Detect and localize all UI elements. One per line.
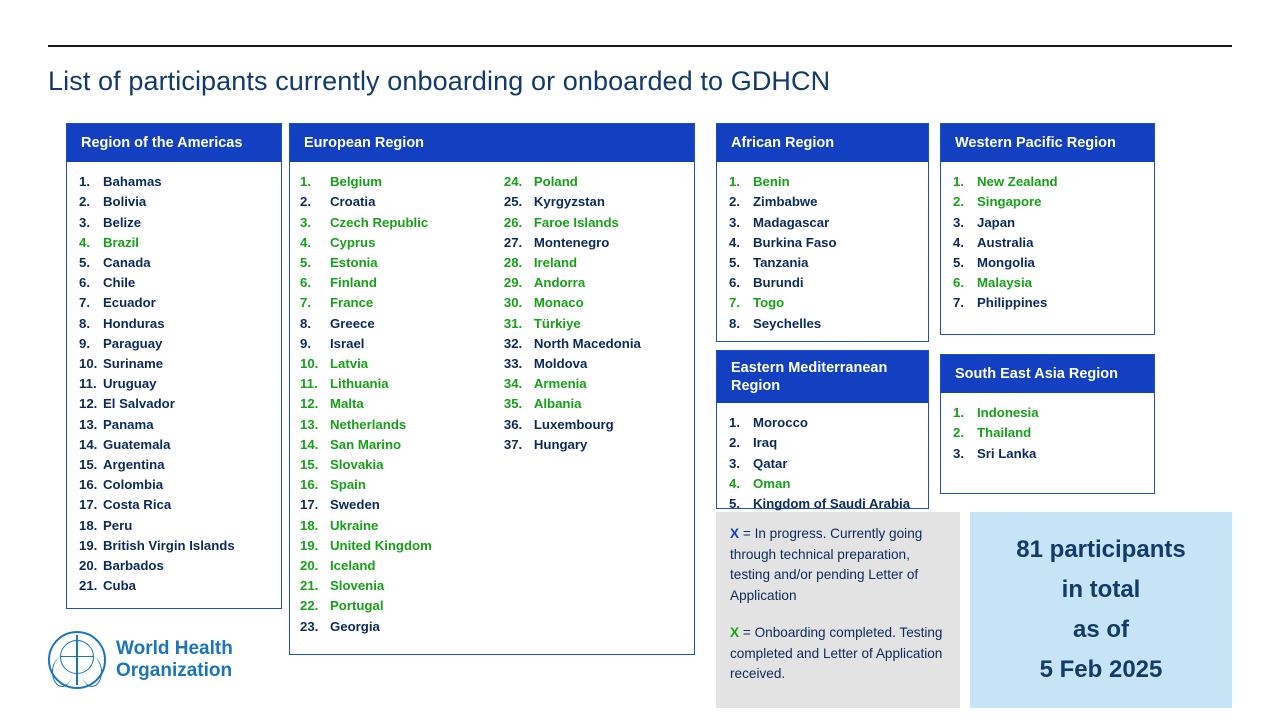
list-item [79,394,269,414]
card-body-south-east-asia [941,393,1154,476]
list-item [79,253,269,273]
list-item-label: Croatia [330,194,376,210]
list-item-number: 24. [503,174,523,190]
list-item [300,334,504,354]
list-item-label: Belgium [330,174,383,190]
list-item-number: 21. [79,578,98,594]
list-item-label: Portugal [330,598,384,614]
legend-marker-in-progress: X [730,526,740,541]
list-item-label: Israel [330,335,365,351]
list-item [504,192,682,212]
list-item [504,253,682,273]
list-item-label: Türkiye [533,315,581,331]
list-item [300,394,504,414]
list-item-label: Burkina Faso [753,234,837,250]
list-item-number: 8. [79,315,90,331]
card-african-region [716,123,929,342]
list-item-number: 2. [729,194,740,210]
list-item-label: Paraguay [103,335,163,351]
list-item-label: Iraq [753,435,778,451]
list-item-label: Morocco [753,415,808,431]
list-item-number: 19. [79,537,98,553]
list-item-number: 17. [79,497,98,513]
list-item [300,556,504,576]
legend-onboarded [730,623,946,685]
list-item [729,433,916,453]
list-item [300,576,504,596]
list-item-number: 9. [300,335,311,351]
list-item-number: 1. [79,174,90,190]
card-title-western-pacific: Western Pacific Region [941,124,1154,162]
list-item-number: 10. [79,355,98,371]
list-item-label: Bahamas [103,174,162,190]
list-item-label: Monaco [533,295,584,311]
list-item-label: Kyrgyzstan [533,194,605,210]
list-item-label: Qatar [753,455,788,471]
list-item-label: Slovenia [330,578,385,594]
list-item [79,516,269,536]
list-item-label: Armenia [533,376,587,392]
card-western-pacific-region [940,123,1155,335]
list-item-number: 2. [300,194,311,210]
list-item-number: 8. [729,315,740,331]
list-item [504,354,682,374]
participant-list-south-east-asia [953,403,1142,464]
card-title-eastern-mediterranean: Eastern Mediterranean Region [717,351,928,403]
list-item [953,213,1142,233]
list-item-label: Andorra [533,275,586,291]
list-item [300,617,504,637]
list-item [79,374,269,394]
total-participants-box [970,512,1232,708]
legend-in-progress [730,524,946,606]
list-item [729,233,916,253]
card-title-europe: European Region [290,124,694,162]
list-item-label: Philippines [977,295,1048,311]
list-item-label: Greece [330,315,375,331]
list-item [79,495,269,515]
list-item [300,435,504,455]
list-item-number: 21. [300,578,319,594]
total-line-3: as of [1072,616,1129,643]
card-title-americas: Region of the Americas [67,124,281,162]
list-item-label: Latvia [330,355,369,371]
list-item [79,354,269,374]
list-item-number: 11. [300,376,318,392]
list-item-number: 31. [503,315,523,331]
list-item-label: Poland [533,174,578,190]
card-region-of-the-americas [66,123,282,609]
list-item-number: 6. [729,275,740,291]
who-wordmark [116,638,233,682]
card-body-western-pacific [941,162,1154,325]
list-item-label: Suriname [103,355,164,371]
card-body-americas [67,162,281,608]
list-item-label: Ukraine [330,517,379,533]
list-item-number: 2. [79,194,90,210]
list-item-number: 1. [300,174,311,190]
list-item-label: Albania [533,396,582,412]
list-item [953,444,1142,464]
list-item-number: 3. [729,214,740,230]
who-wordmark-line2: Organization [116,660,233,681]
legend-marker-onboarded: X [730,625,740,640]
list-item [300,516,504,536]
list-item-number: 1. [953,405,964,421]
legend-text-in-progress: = In progress. Currently going through technical preparation, testing and/or pending Letter of Application [730,526,923,603]
list-item-label: Kingdom of Saudi Arabia [753,496,911,512]
card-body-african [717,162,928,346]
list-item-number: 26. [503,214,523,230]
list-item-number: 6. [300,275,311,291]
list-item [504,415,682,435]
list-item [729,474,916,494]
list-item [729,253,916,273]
list-item [504,394,682,414]
list-item-label: Zimbabwe [753,194,818,210]
list-item-number: 1. [729,174,740,190]
list-item-number: 16. [79,477,98,493]
total-line-1: 81 participants [1016,536,1186,563]
list-item [300,293,504,313]
list-item-number: 12. [300,396,319,412]
list-item-number: 33. [503,355,523,371]
list-item [79,475,269,495]
list-item-number: 3. [300,214,311,230]
list-item [504,273,682,293]
list-item-number: 5. [729,254,740,270]
list-item [953,403,1142,423]
list-item [504,172,682,192]
list-item-number: 6. [79,275,90,291]
list-item-label: Singapore [977,194,1042,210]
list-item-number: 4. [729,234,740,250]
total-line-2: in total [1061,576,1141,603]
list-item [79,293,269,313]
list-item [504,374,682,394]
list-item [953,172,1142,192]
list-item-number: 15. [79,456,98,472]
list-item [300,172,504,192]
list-item-label: El Salvador [103,396,175,412]
who-wordmark-line1: World Health [116,638,233,659]
list-item [79,233,269,253]
page-title: List of participants currently onboarding or onboarded to GDHCN [48,66,831,96]
list-item-label: Bolivia [103,194,147,210]
europe-column-left [300,172,504,637]
list-item-label: Colombia [103,477,164,493]
list-item-number: 32. [503,335,523,351]
list-item-number: 29. [503,275,523,291]
list-item-label: Ecuador [103,295,156,311]
list-item-label: Ireland [533,254,578,270]
list-item-label: North Macedonia [533,335,641,351]
list-item [504,334,682,354]
list-item-label: Togo [753,295,785,311]
participant-list-europe-b [504,172,682,455]
list-item [729,454,916,474]
list-item-number: 2. [953,425,964,441]
list-item [300,233,504,253]
list-item-label: Lithuania [330,376,389,392]
list-item-label: Slovakia [330,456,384,472]
list-item-label: Costa Rica [103,497,172,513]
card-eastern-mediterranean-region [716,350,929,512]
list-item-number: 30. [503,295,523,311]
list-item [953,273,1142,293]
list-item-label: Guatemala [103,436,171,452]
list-item-label: Barbados [103,557,164,573]
list-item-number: 1. [953,174,964,190]
list-item-label: Seychelles [753,315,822,331]
list-item [504,213,682,233]
list-item-label: Moldova [533,355,588,371]
list-item [504,435,682,455]
list-item [504,293,682,313]
list-item-label: Canada [103,254,151,270]
list-item-label: Indonesia [977,405,1039,421]
list-item-label: Estonia [330,254,378,270]
list-item [79,536,269,556]
list-item-label: Argentina [103,456,165,472]
list-item-label: France [330,295,374,311]
list-item [953,293,1142,313]
list-item-number: 7. [300,295,311,311]
list-item-label: Chile [103,275,136,291]
list-item-number: 4. [300,234,311,250]
list-item-number: 4. [79,234,90,250]
list-item-number: 23. [300,618,319,634]
list-item [953,253,1142,273]
list-item-label: Iceland [330,557,376,573]
list-item-label: Finland [330,275,377,291]
list-item-label: Sweden [330,497,380,513]
list-item [79,314,269,334]
list-item-label: Hungary [533,436,588,452]
participant-list-african [729,172,916,334]
list-item [300,192,504,212]
list-item-number: 22. [300,598,319,614]
list-item [300,253,504,273]
list-item [729,192,916,212]
list-item-label: Belize [103,214,142,230]
list-item-label: Spain [330,477,366,493]
list-item-label: Malaysia [977,275,1032,291]
list-item [79,415,269,435]
list-item-label: Georgia [330,618,380,634]
list-item-number: 1. [729,415,740,431]
list-item-label: Burundi [753,275,804,291]
list-item [79,435,269,455]
participant-list-western-pacific [953,172,1142,313]
list-item-number: 15. [300,456,319,472]
list-item-number: 4. [953,234,964,250]
list-item-label: United Kingdom [330,537,432,553]
list-item-number: 13. [79,416,98,432]
list-item-number: 4. [729,475,740,491]
list-item-number: 2. [729,435,740,451]
list-item [729,273,916,293]
legend-box [716,512,960,708]
list-item-label: Peru [103,517,133,533]
list-item-number: 11. [79,376,97,392]
europe-column-right [504,172,682,637]
participant-list-eastern-mediterranean [729,413,916,514]
list-item-number: 7. [729,295,740,311]
list-item [300,536,504,556]
list-item-label: Sri Lanka [977,445,1037,461]
list-item-number: 5. [729,496,740,512]
list-item-label: Mongolia [977,254,1035,270]
list-item-number: 3. [953,214,964,230]
list-item [953,192,1142,212]
list-item [79,213,269,233]
list-item-label: Tanzania [753,254,809,270]
list-item-label: Faroe Islands [533,214,619,230]
list-item-number: 17. [300,497,319,513]
list-item-label: Brazil [103,234,139,250]
list-item-number: 3. [79,214,90,230]
list-item-number: 16. [300,477,319,493]
list-item-label: Montenegro [533,234,610,250]
list-item [300,314,504,334]
list-item-label: San Marino [330,436,402,452]
list-item-number: 10. [300,355,319,371]
list-item-label: Czech Republic [330,214,429,230]
list-item-number: 8. [300,315,311,331]
list-item-label: Oman [753,475,791,491]
who-emblem-icon [48,631,106,689]
list-item [79,192,269,212]
list-item [79,556,269,576]
list-item-number: 6. [953,275,964,291]
list-item [79,273,269,293]
list-item [953,233,1142,253]
list-item-label: British Virgin Islands [103,537,235,553]
list-item [300,475,504,495]
list-item [79,334,269,354]
list-item-number: 19. [300,537,319,553]
list-item [79,576,269,596]
list-item-number: 25. [503,194,523,210]
card-body-europe [290,162,694,649]
list-item [300,455,504,475]
list-item-number: 13. [300,416,319,432]
list-item [504,233,682,253]
list-item [729,213,916,233]
list-item [79,455,269,475]
list-item-label: Thailand [977,425,1032,441]
list-item-number: 3. [729,455,740,471]
list-item-label: Madagascar [753,214,830,230]
list-item-number: 14. [79,436,98,452]
who-logo [48,628,288,692]
list-item-label: Malta [330,396,364,412]
list-item-number: 14. [300,436,319,452]
card-european-region [289,123,695,655]
card-title-south-east-asia: South East Asia Region [941,355,1154,393]
list-item-number: 28. [503,254,523,270]
list-item-number: 20. [79,557,98,573]
list-item [300,213,504,233]
participant-list-europe-a [300,172,504,637]
list-item-number: 18. [79,517,98,533]
list-item-number: 27. [503,234,523,250]
legend-text-onboarded: = Onboarding completed. Testing completed and Letter of Application received. [730,625,943,681]
list-item [729,413,916,433]
list-item-number: 20. [300,557,319,573]
total-line-4: 5 Feb 2025 [1039,656,1163,683]
list-item-label: Benin [753,174,790,190]
list-item-label: Honduras [103,315,165,331]
list-item-number: 36. [503,416,523,432]
list-item [729,293,916,313]
list-item [729,314,916,334]
list-item-label: Cuba [103,578,136,594]
list-item [300,415,504,435]
list-item-number: 2. [953,194,964,210]
list-item-number: 34. [503,376,523,392]
list-item-number: 3. [953,445,964,461]
list-item [300,273,504,293]
list-item [729,172,916,192]
list-item-number: 5. [79,254,90,270]
list-item-label: Panama [103,416,154,432]
list-item-number: 7. [79,295,90,311]
list-item-label: Luxembourg [533,416,614,432]
list-item-number: 7. [953,295,964,311]
card-south-east-asia-region [940,354,1155,494]
card-title-african: African Region [717,124,928,162]
participant-list-americas [79,172,269,596]
list-item-label: Uruguay [103,376,157,392]
list-item [300,354,504,374]
list-item [300,374,504,394]
card-body-eastern-mediterranean [717,403,928,526]
list-item-number: 37. [503,436,523,452]
list-item [79,172,269,192]
list-item-label: Japan [977,214,1016,230]
list-item-label: New Zealand [977,174,1058,190]
list-item [504,314,682,334]
list-item [300,596,504,616]
list-item-number: 5. [300,254,311,270]
list-item-number: 18. [300,517,319,533]
header-divider [48,45,1232,47]
list-item-label: Australia [977,234,1034,250]
list-item-label: Netherlands [330,416,407,432]
list-item-number: 35. [503,396,523,412]
list-item [300,495,504,515]
list-item [953,423,1142,443]
list-item-label: Cyprus [330,234,376,250]
list-item-number: 5. [953,254,964,270]
list-item-number: 9. [79,335,90,351]
list-item-number: 12. [79,396,98,412]
